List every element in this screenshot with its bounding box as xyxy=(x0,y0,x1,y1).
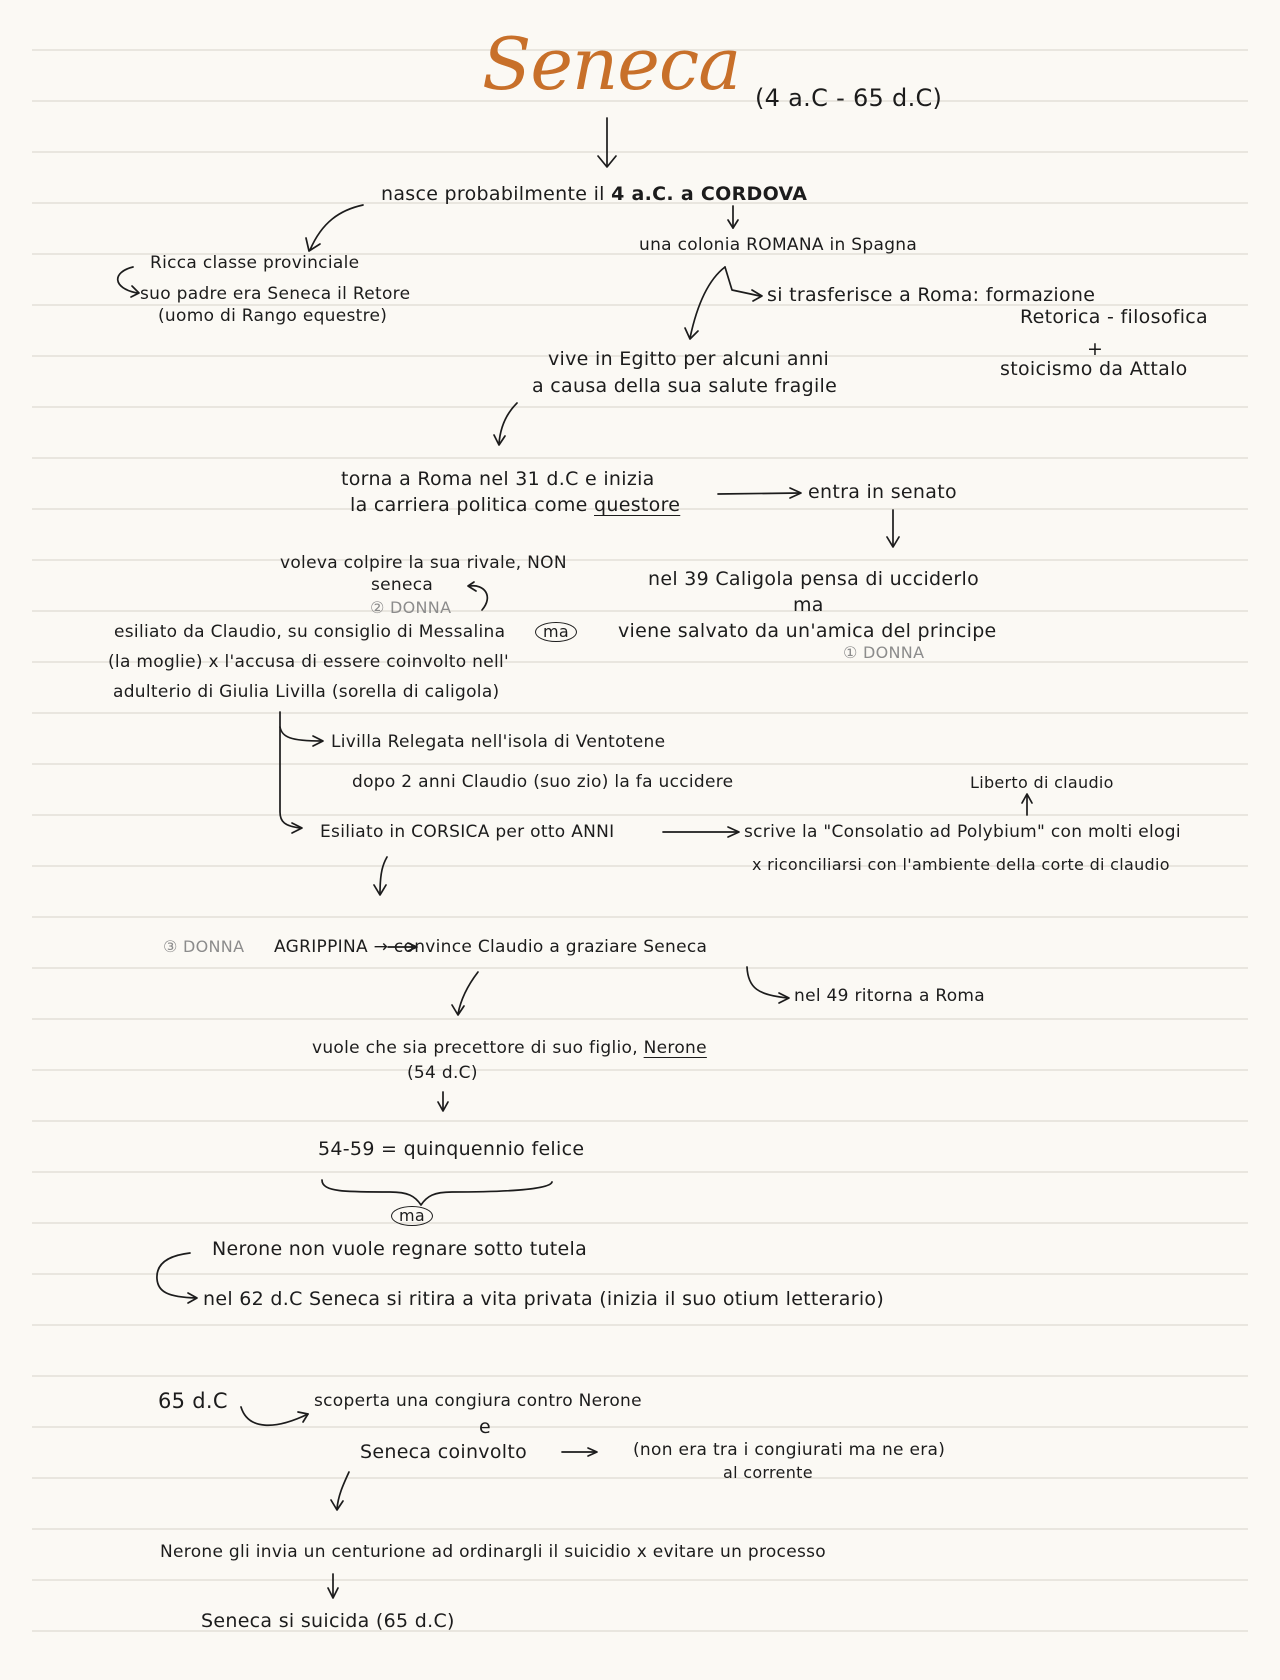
rome-plus: + xyxy=(1087,338,1104,360)
page-title: Seneca xyxy=(482,22,741,106)
return-line1: torna a Roma nel 31 d.C e inizia xyxy=(341,468,655,490)
conspiracy-year: 65 d.C xyxy=(158,1389,228,1413)
caligola-line1: nel 39 Caligola pensa di ucciderlo xyxy=(648,568,980,590)
nerone-refuses: Nerone non vuole regnare sotto tutela xyxy=(212,1238,588,1260)
return-line2: la carriera politica come questore xyxy=(350,494,681,516)
involvement-note-1: (non era tra i congiurati ma ne era) xyxy=(633,1440,946,1460)
consolatio-line1: scrive la "Consolatio ad Polybium" con molti elogi xyxy=(744,822,1181,842)
freedman-note: Liberto di claudio xyxy=(970,773,1114,792)
tutor-line: vuole che sia precettore di suo figlio, Nerone xyxy=(312,1038,707,1058)
donna-2-badge: ② DONNA xyxy=(370,598,452,617)
birth-text: nasce probabilmente il 4 a.C. a CORDOVA xyxy=(381,183,808,205)
corsica-exile: Esiliato in CORSICA per otto ANNI xyxy=(320,822,615,842)
conspiracy-discovered: scoperta una congiura contro Nerone xyxy=(314,1391,642,1411)
quinquennio: 54-59 = quinquennio felice xyxy=(318,1138,585,1160)
return-49: nel 49 ritorna a Roma xyxy=(794,986,986,1006)
donna-1-badge: ① DONNA xyxy=(843,643,925,662)
rome-stoicism: stoicismo da Attalo xyxy=(1000,358,1188,380)
egypt-line1: vive in Egitto per alcuni anni xyxy=(548,348,830,370)
exile-line1: esiliato da Claudio, su consiglio di Messalina xyxy=(114,622,506,642)
ma-circled-1: ma xyxy=(535,622,577,642)
colony-text: una colonia ROMANA in Spagna xyxy=(639,235,918,255)
seneca-retires: nel 62 d.C Seneca si ritira a vita privata (inizia il suo otium letterario) xyxy=(203,1288,885,1310)
involvement-note-2: al corrente xyxy=(723,1463,813,1482)
seneca-suicide: Seneca si suicida (65 d.C) xyxy=(201,1610,455,1632)
ma-circled-2: ma xyxy=(391,1206,433,1226)
egypt-line2: a causa della sua salute fragile xyxy=(532,375,838,397)
rome-formation: si trasferisce a Roma: formazione xyxy=(767,284,1096,306)
tutor-year: (54 d.C) xyxy=(407,1063,478,1083)
seneca-involved: Seneca coinvolto xyxy=(360,1441,528,1463)
life-dates: (4 a.C - 65 d.C) xyxy=(755,84,943,112)
family-rank: (uomo di Rango equestre) xyxy=(158,306,388,326)
caligola-ma: ma xyxy=(793,594,824,616)
livilla-line2: dopo 2 anni Claudio (suo zio) la fa uccidere xyxy=(352,772,734,792)
donna-3-badge: ③ DONNA xyxy=(163,937,245,956)
agrippina-line: AGRIPPINA → convince Claudio a graziare Seneca xyxy=(274,937,708,957)
exile-line2: (la moglie) x l'accusa di essere coinvolto nell' xyxy=(108,652,509,672)
exile-line3: adulterio di Giulia Livilla (sorella di caligola) xyxy=(113,682,500,702)
senate-text: entra in senato xyxy=(808,481,957,503)
rival-note-2: seneca xyxy=(371,575,434,595)
rival-note-1: voleva colpire la sua rivale, NON xyxy=(280,553,567,573)
suicide-order: Nerone gli invia un centurione ad ordinargli il suicidio x evitare un processo xyxy=(160,1542,826,1562)
consolatio-line2: x riconciliarsi con l'ambiente della corte di claudio xyxy=(752,855,1170,874)
family-class: Ricca classe provinciale xyxy=(150,253,360,273)
family-father: suo padre era Seneca il Retore xyxy=(140,284,411,304)
caligola-line2: viene salvato da un'amica del principe xyxy=(618,620,997,642)
rome-rhetoric: Retorica - filosofica xyxy=(1020,306,1208,328)
livilla-line1: Livilla Relegata nell'isola di Ventotene xyxy=(331,732,666,752)
conspiracy-and: e xyxy=(479,1416,491,1438)
